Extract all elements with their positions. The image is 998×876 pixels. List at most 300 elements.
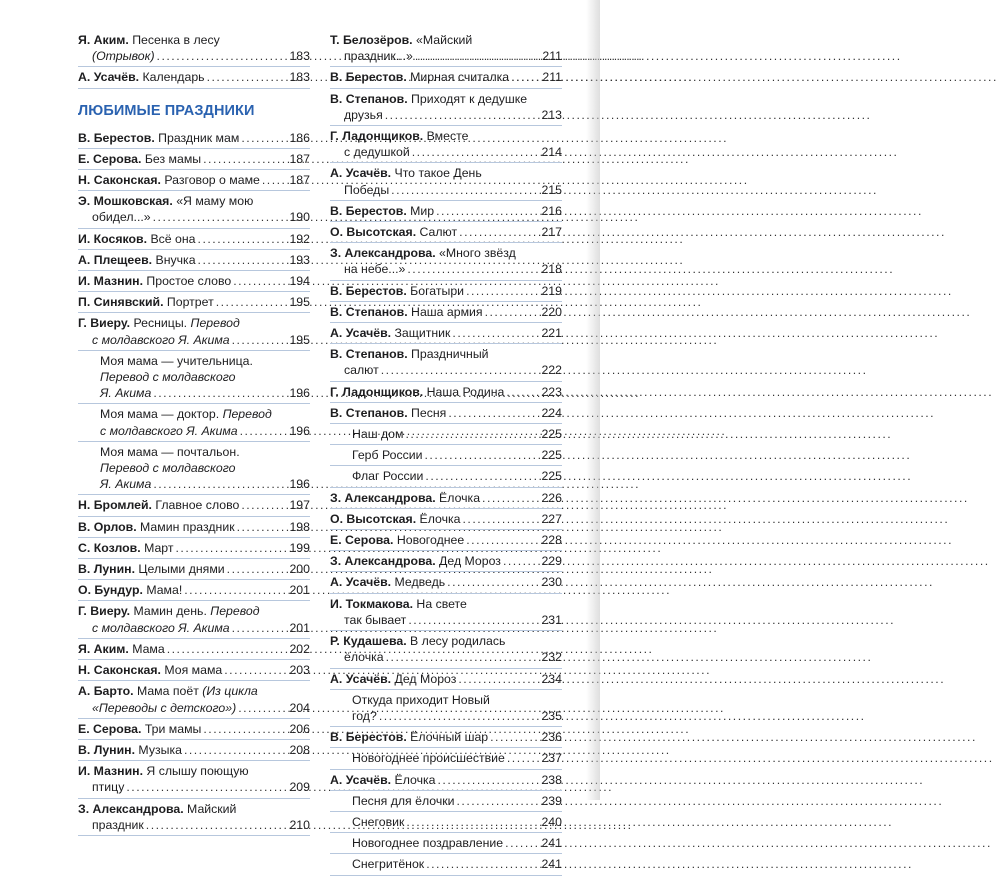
toc-entry-title: [352, 793, 455, 809]
toc-entry-title: [330, 144, 410, 160]
dot-leader: [146, 817, 288, 833]
dot-leader: [157, 48, 288, 64]
page-number: 211: [542, 70, 562, 85]
page-number: 208: [289, 742, 310, 757]
toc-entry-line: [78, 69, 310, 85]
toc-entry-line: [330, 165, 562, 181]
page-number: 231: [541, 612, 562, 627]
toc-entry[interactable]: [330, 833, 562, 854]
toc-entry-line: [78, 700, 310, 716]
toc-entry-title: [78, 540, 174, 556]
toc-title-text: Мамин день.: [130, 604, 211, 619]
toc-entry-title: [330, 553, 501, 569]
page-number: 240: [541, 814, 562, 829]
toc-entry[interactable]: [330, 488, 562, 509]
toc-entry[interactable]: [78, 67, 310, 88]
toc-entry[interactable]: [330, 572, 562, 593]
toc-entry-line: [78, 779, 310, 795]
dot-leader: [241, 130, 287, 146]
toc-title-text: так бывает: [344, 612, 407, 627]
toc-title-text: На свете: [413, 596, 467, 611]
toc-title-text: Я слышу поющую: [143, 764, 249, 779]
toc-entry[interactable]: [78, 191, 310, 228]
toc-entry-title: [78, 315, 240, 331]
toc-author: И. Мазнин.: [78, 764, 143, 779]
dot-leader: [405, 426, 539, 442]
page-number: 220: [541, 304, 562, 319]
toc-author: Г. Ладонщиков.: [330, 384, 424, 399]
toc-author: В. Берестов.: [78, 130, 155, 145]
toc-entry[interactable]: [330, 854, 562, 875]
toc-note: Перевод: [190, 316, 240, 331]
toc-entry-title: [78, 779, 124, 795]
toc-entry[interactable]: [78, 170, 310, 191]
dot-leader: [466, 532, 539, 548]
toc-entry-line: [330, 553, 562, 569]
toc-entry[interactable]: [330, 382, 562, 403]
toc-entry-line: [78, 48, 310, 64]
toc-title-text: Наша армия: [407, 304, 483, 319]
page-number: 202: [289, 641, 310, 656]
toc-entry[interactable]: [78, 799, 310, 836]
toc-entry-line: [330, 128, 562, 144]
page-number: 195: [289, 295, 310, 310]
toc-entry-line: [78, 561, 310, 577]
toc-entry-title: [100, 369, 235, 385]
toc-entry-title: [330, 490, 480, 506]
toc-entry-title: [330, 182, 389, 198]
toc-title-text: Ёлочка: [391, 772, 436, 787]
page-number: 222: [541, 363, 562, 378]
toc-entry[interactable]: [330, 669, 562, 690]
dot-leader: [505, 835, 539, 851]
page-number: 209: [289, 780, 310, 795]
dot-leader: [425, 468, 539, 484]
toc-entry-title: [352, 468, 423, 484]
toc-author: В. Берестов.: [330, 283, 407, 298]
dot-leader: [232, 332, 288, 348]
toc-title-text: Майский: [183, 801, 237, 816]
toc-author: В. Степанов.: [330, 405, 408, 420]
toc-entry-title: [78, 817, 144, 833]
toc-entry[interactable]: [78, 404, 310, 441]
page-number: 211: [542, 49, 562, 64]
toc-entry-title: [78, 252, 196, 268]
toc-entry[interactable]: [78, 271, 310, 292]
toc-entry[interactable]: [78, 740, 310, 761]
toc-author: В. Берестов.: [330, 730, 407, 745]
toc-entry-line: [78, 540, 310, 556]
dot-leader: [511, 69, 540, 85]
toc-entry-line: [78, 683, 310, 699]
toc-title-text: Без мамы: [141, 151, 202, 166]
toc-entry[interactable]: [78, 128, 310, 149]
toc-entry[interactable]: [330, 403, 562, 424]
toc-entry-line: [78, 582, 310, 598]
toc-note: с молдавского Я. Акима: [92, 332, 230, 347]
toc-entry-line: [330, 261, 562, 277]
toc-entry-title: [78, 603, 260, 619]
page-number: 221: [541, 326, 562, 341]
toc-entry[interactable]: [330, 690, 562, 727]
toc-title-text: Моя мама — учительница.: [100, 353, 253, 368]
toc-entry[interactable]: [78, 495, 310, 516]
toc-entry-title: [330, 511, 461, 527]
toc-entry[interactable]: [78, 351, 310, 405]
toc-entry[interactable]: [78, 442, 310, 496]
toc-entry-line: [78, 209, 310, 225]
toc-entry-line: [330, 671, 562, 687]
toc-title-text: «Я маму мою: [172, 194, 254, 209]
dot-leader: [233, 273, 287, 289]
toc-entry-title: [330, 405, 446, 421]
toc-entry[interactable]: [78, 229, 310, 250]
toc-entry-title: [330, 574, 445, 590]
dot-leader: [457, 793, 540, 809]
toc-entry[interactable]: [330, 89, 562, 126]
toc-entry[interactable]: [78, 517, 310, 538]
toc-entry-line: [330, 384, 562, 400]
page-number: 196: [289, 386, 310, 401]
toc-entry-line: [330, 346, 562, 362]
toc-entry[interactable]: [330, 67, 562, 88]
toc-entry-title: [330, 203, 434, 219]
toc-entry[interactable]: [330, 594, 562, 631]
toc-entry-line: [352, 856, 562, 872]
toc-entry-title: [352, 426, 403, 442]
toc-entry-title: [330, 165, 482, 181]
toc-title-text: Всё она: [147, 231, 196, 246]
toc-entry-title: [100, 460, 235, 476]
page-number: 219: [541, 283, 562, 298]
page-number: 201: [289, 620, 310, 635]
toc-title-text: Моя мама — доктор.: [100, 407, 223, 422]
dot-leader: [126, 779, 287, 795]
dot-leader: [216, 294, 288, 310]
toc-title-text: Снегритёнок: [352, 857, 425, 872]
toc-entry-line: [100, 423, 310, 439]
toc-entry-title: [100, 385, 151, 401]
toc-author: Е. Серова.: [330, 533, 394, 548]
toc-title-text: Мир: [406, 203, 435, 218]
dot-leader: [227, 561, 288, 577]
toc-entry-line: [330, 574, 562, 590]
toc-author: О. Высотская.: [330, 225, 417, 240]
toc-entry-title: [352, 692, 490, 708]
toc-entry-title: [78, 763, 249, 779]
toc-title-text: Главное слово: [151, 498, 240, 513]
toc-title-text: Снеговик: [352, 814, 405, 829]
section-title: ЛЮБИМЫЕ ПРАЗДНИКИ: [78, 102, 255, 119]
toc-entry[interactable]: [78, 681, 310, 718]
toc-title-text: Моя мама: [160, 663, 223, 678]
page-number: 236: [541, 730, 562, 745]
toc-entry-line: [330, 107, 562, 123]
toc-entry-line: [78, 315, 310, 331]
toc-title-text: Мама!: [142, 583, 183, 598]
toc-entry[interactable]: [78, 313, 310, 350]
toc-author: Н. Бромлей.: [78, 498, 152, 513]
dot-leader: [415, 48, 541, 64]
toc-entry-line: [330, 91, 562, 107]
dot-leader: [407, 261, 539, 277]
toc-entry-line: [330, 405, 562, 421]
dot-leader: [485, 304, 540, 320]
toc-entry-line: [78, 817, 310, 833]
toc-author: З. Александрова.: [330, 246, 436, 261]
dot-leader: [436, 203, 539, 219]
toc-entry[interactable]: [330, 791, 562, 812]
page-number: 216: [541, 203, 562, 218]
toc-entry[interactable]: [330, 530, 562, 551]
toc-author: А. Барто.: [78, 684, 134, 699]
toc-entry-title: [78, 32, 220, 48]
toc-entry[interactable]: [330, 727, 562, 748]
toc-entry-line: [78, 641, 310, 657]
toc-author: А. Усачёв.: [330, 575, 392, 590]
toc-title-text: Дед Мороз: [391, 671, 457, 686]
toc-entry-line: [100, 369, 310, 385]
toc-entry[interactable]: [78, 761, 310, 798]
toc-title-text: Разговор о маме: [160, 173, 260, 188]
toc-entry-line: [330, 203, 562, 219]
toc-entry-title: [78, 209, 151, 225]
toc-entry-line: [330, 304, 562, 320]
toc-entry-title: [352, 814, 404, 830]
page-number: 210: [289, 817, 310, 832]
toc-entry-title: [100, 444, 240, 460]
page-number: 241: [541, 857, 562, 872]
page-number: 192: [289, 231, 310, 246]
page-number: 201: [289, 583, 310, 598]
toc-entry[interactable]: [78, 559, 310, 580]
dot-leader: [425, 447, 540, 463]
toc-title-text: Песня для ёлочки: [352, 793, 455, 808]
page-number: 195: [289, 332, 310, 347]
toc-author: А. Усачёв.: [330, 772, 392, 787]
toc-note: Перевод с молдавского: [100, 370, 236, 385]
dot-leader: [379, 708, 540, 724]
toc-title-text: Праздник мам: [154, 130, 240, 145]
toc-entry-line: [352, 692, 562, 708]
toc-entry[interactable]: [78, 580, 310, 601]
toc-entry[interactable]: [330, 770, 562, 791]
toc-entry-line: [78, 231, 310, 247]
toc-entry-title: [330, 245, 516, 261]
toc-title-text: Ресницы.: [130, 316, 191, 331]
toc-entry-line: [78, 252, 310, 268]
toc-entry-line: [330, 490, 562, 506]
dot-leader: [490, 729, 539, 745]
dot-leader: [412, 144, 540, 160]
toc-title-text: праздник...»: [344, 49, 413, 64]
toc-entry[interactable]: [330, 812, 562, 833]
toc-entry-title: [330, 325, 450, 341]
toc-author: А. Усачёв.: [78, 70, 140, 85]
dot-leader: [153, 476, 287, 492]
toc-title-text: Новогоднее: [393, 533, 465, 548]
toc-entry-line: [78, 151, 310, 167]
toc-title-text: с дедушкой: [344, 145, 410, 160]
toc-entry[interactable]: [330, 509, 562, 530]
toc-entry[interactable]: [330, 344, 562, 381]
right-entries: [330, 30, 562, 876]
toc-entry[interactable]: [330, 424, 562, 445]
dot-leader: [238, 700, 287, 716]
toc-entry[interactable]: [78, 538, 310, 559]
toc-author: В. Лунин.: [78, 742, 136, 757]
toc-entry[interactable]: [330, 281, 562, 302]
toc-entry-title: [330, 362, 379, 378]
toc-title-text: Откуда приходит Новый: [352, 692, 490, 707]
toc-entry[interactable]: [330, 126, 562, 163]
toc-entry[interactable]: [78, 149, 310, 170]
toc-author: В. Степанов.: [330, 91, 408, 106]
dot-leader: [232, 620, 288, 636]
toc-entry[interactable]: [330, 243, 562, 280]
dot-leader: [224, 662, 287, 678]
toc-title-text: Защитник: [391, 326, 451, 341]
toc-entry-line: [352, 835, 562, 851]
toc-entry-line: [330, 633, 562, 649]
toc-entry-line: [330, 612, 562, 628]
toc-entry[interactable]: [330, 445, 562, 466]
toc-entry-line: [78, 273, 310, 289]
toc-entry[interactable]: [330, 551, 562, 572]
dot-leader: [385, 107, 540, 123]
toc-title-text: В лесу родилась: [406, 634, 506, 649]
toc-author: А. Усачёв.: [330, 326, 392, 341]
toc-note: (Из цикла: [202, 684, 258, 699]
toc-entry[interactable]: [330, 30, 562, 67]
toc-author: О. Высотская.: [330, 511, 417, 526]
dot-leader: [466, 283, 539, 299]
page-number: 229: [541, 554, 562, 569]
toc-entry-title: [330, 612, 406, 628]
dot-leader: [386, 649, 540, 665]
toc-entry-title: [330, 48, 413, 64]
toc-title-text: Ёлочка: [435, 490, 481, 505]
page-number: 241: [541, 836, 562, 851]
toc-entry[interactable]: [78, 660, 310, 681]
page-number: 215: [541, 182, 562, 197]
toc-entry[interactable]: [330, 323, 562, 344]
toc-author: В. Орлов.: [78, 519, 137, 534]
toc-entry-title: [330, 596, 467, 612]
toc-title-text: обидел...»: [92, 210, 151, 225]
toc-entry[interactable]: [78, 292, 310, 313]
toc-entry-line: [330, 182, 562, 198]
toc-entry-title: [352, 708, 377, 724]
toc-author: С. Козлов.: [78, 540, 141, 555]
toc-title-text: Новогоднее поздравление: [352, 836, 504, 851]
toc-author: Н. Саконская.: [78, 173, 161, 188]
toc-title-text: Вместе: [423, 129, 469, 144]
dot-leader: [408, 612, 539, 628]
toc-entry[interactable]: [78, 30, 310, 67]
toc-entry[interactable]: [330, 222, 562, 243]
toc-entry-line: [330, 144, 562, 160]
page-number: 187: [289, 151, 310, 166]
dot-leader: [203, 151, 287, 167]
toc-title-text: Мирная считалка: [406, 70, 510, 85]
dot-leader: [447, 574, 539, 590]
toc-author: З. Александрова.: [330, 490, 436, 505]
toc-note: Перевод с молдавского: [100, 461, 236, 476]
page-number: 213: [541, 107, 562, 122]
toc-entry[interactable]: [330, 466, 562, 487]
toc-entry-line: [78, 172, 310, 188]
toc-title-text: Салют: [416, 225, 458, 240]
toc-title-text: птицу: [92, 780, 125, 795]
toc-entry[interactable]: [330, 748, 562, 769]
toc-entry[interactable]: [330, 302, 562, 323]
left-column: [78, 30, 310, 836]
page-number: 183: [289, 70, 310, 85]
toc-entry-title: [78, 683, 258, 699]
toc-entry[interactable]: [78, 719, 310, 740]
toc-author: З. Александрова.: [78, 801, 184, 816]
page-number: 228: [541, 533, 562, 548]
toc-entry[interactable]: [330, 631, 562, 668]
toc-entry-line: [100, 406, 310, 422]
page-number: 232: [541, 650, 562, 665]
page-number: 197: [289, 498, 310, 513]
page-number: 230: [541, 575, 562, 590]
page-number: 223: [541, 384, 562, 399]
toc-author: И. Мазнин.: [78, 274, 143, 289]
toc-title-text: Герб России: [352, 448, 423, 463]
toc-entry-title: [330, 772, 435, 788]
toc-entry-title: [78, 231, 196, 247]
dot-leader: [507, 750, 540, 766]
left-top-entries: [78, 30, 310, 89]
toc-entry[interactable]: [330, 163, 562, 200]
toc-title-text: Мамин праздник: [136, 519, 235, 534]
toc-entry-title: [330, 91, 527, 107]
toc-title-text: Что такое День: [391, 166, 482, 181]
toc-title-text: Мама поёт: [133, 684, 203, 699]
toc-entry[interactable]: [330, 201, 562, 222]
toc-author: Г. Виеру.: [78, 604, 131, 619]
toc-entry-title: [100, 353, 253, 369]
toc-entry-title: [78, 641, 165, 657]
toc-entry-title: [78, 519, 235, 535]
toc-entry-title: [78, 620, 230, 636]
toc-author: Е. Серова.: [78, 151, 142, 166]
toc-title-text: Праздничный: [407, 347, 489, 362]
toc-entry-title: [352, 835, 503, 851]
toc-entry[interactable]: [78, 250, 310, 271]
toc-entry-line: [78, 721, 310, 737]
toc-entry-line: [100, 353, 310, 369]
toc-entry-line: [330, 283, 562, 299]
toc-entry-line: [78, 32, 310, 48]
toc-title-text: «Майский: [412, 33, 473, 47]
toc-entry-title: [78, 700, 236, 716]
toc-note: (Отрывок): [92, 49, 155, 64]
toc-entry[interactable]: [78, 601, 310, 638]
page-number: 214: [541, 145, 562, 160]
toc-entry[interactable]: [78, 639, 310, 660]
page-number: 238: [541, 772, 562, 787]
toc-author: Я. Аким.: [78, 641, 129, 656]
toc-author: Г. Ладонщиков.: [330, 129, 424, 144]
page-number: 234: [541, 671, 562, 686]
toc-entry-title: [78, 582, 182, 598]
page-number: 226: [541, 490, 562, 505]
toc-entry-title: [330, 283, 464, 299]
